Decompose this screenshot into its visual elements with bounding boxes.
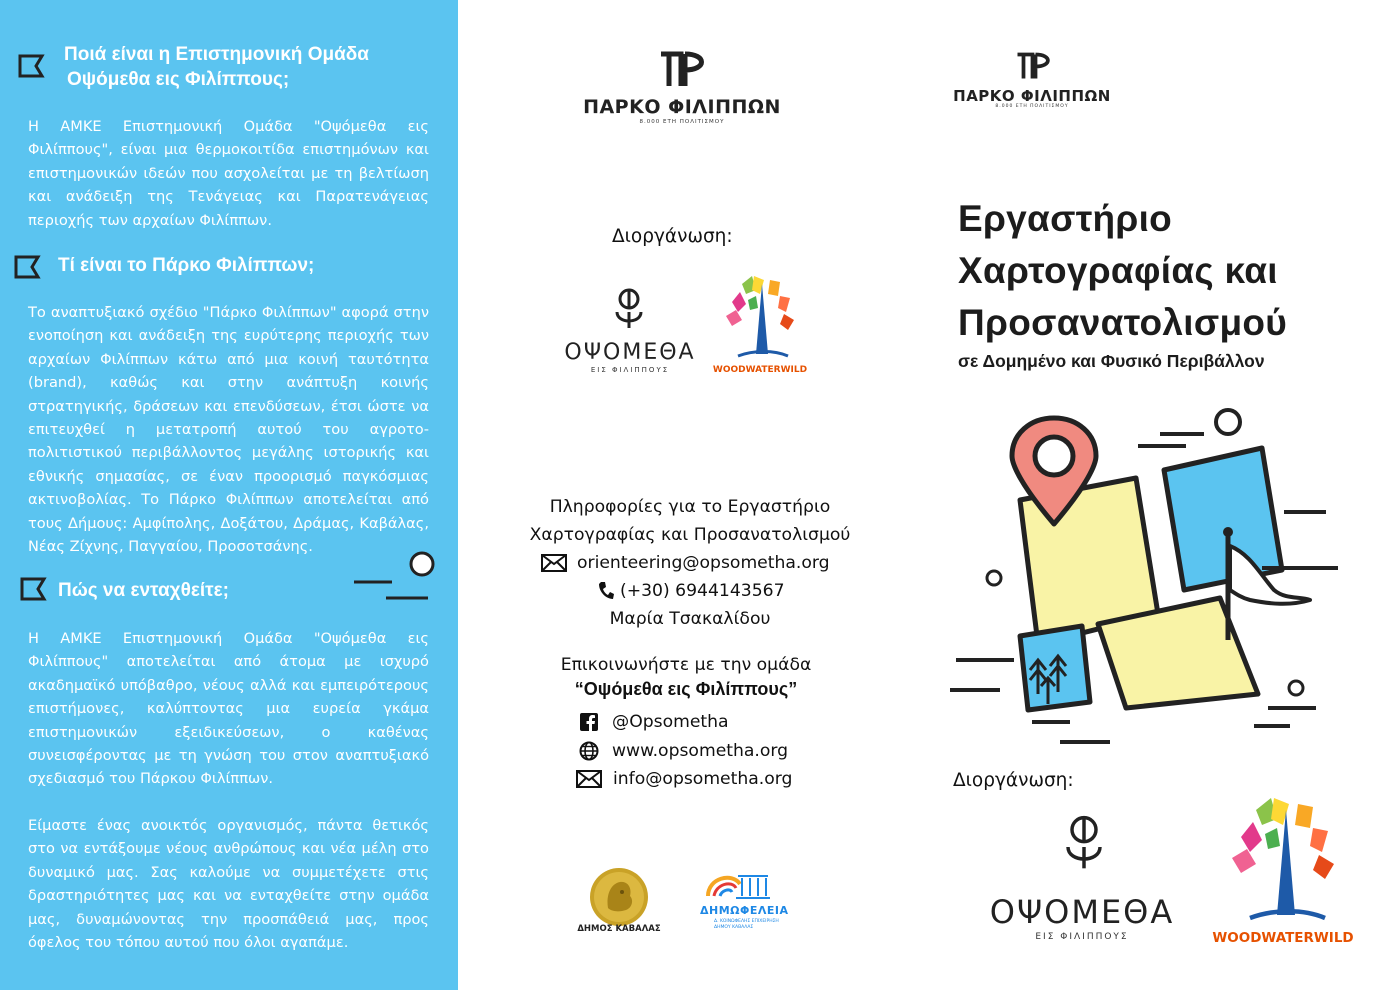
contact-team-name: “Οψόμεθα εις Φιλίππους” xyxy=(574,679,798,699)
info-email-row[interactable] xyxy=(541,549,830,577)
workshop-title xyxy=(958,193,1287,349)
flag-bullet-icon xyxy=(14,255,40,279)
park-logo-tagline: 8.000 ΕΤΗ ΠΟΛΙΤΙΣΜΟΥ xyxy=(639,119,725,125)
map-illustration-icon xyxy=(950,404,1342,754)
contact-email[interactable]: info@opsometha.org xyxy=(613,769,793,789)
facebook-icon xyxy=(580,713,598,731)
organizer-label: Διοργάνωση: xyxy=(612,226,733,247)
organizer-label: Διοργάνωση: xyxy=(953,770,1074,791)
paragraph-team: Η ΑΜΚΕ Επιστημονική Ομάδα "Οψόμεθα εις Φιλίππους", είναι μια θερμοκοιτίδα επιστημόνων και επιστημονικών ιδεών που ασχολείται με τη βελτίωση και ανάδειξη της Τενάγειας και Παρατενάγειας περιοχής των αρχαίων Φιλίππων. xyxy=(28,118,429,229)
flag-bullet-icon xyxy=(18,54,44,78)
opsometha-mark-icon xyxy=(614,288,644,330)
section-heading-join: Πώς να ενταχθείτε; xyxy=(58,580,229,601)
section-heading-park: Τί είναι το Πάρκο Φιλίππων; xyxy=(58,255,315,276)
info-line: Χαρτογραφίας και Προσανατολισμού xyxy=(529,525,851,545)
info-line: Πληροφορίες για το Εργαστήριο xyxy=(549,497,831,517)
woodwaterwild-logo-text: WOODWATERWILD xyxy=(1212,930,1354,946)
info-phone[interactable]: (+30) 6944143567 xyxy=(620,581,785,601)
park-logo-mark-icon xyxy=(1012,50,1056,80)
opsometha-logo-word: ΟΨΟΜΕΘΑ xyxy=(989,893,1175,931)
left-panel xyxy=(0,0,458,990)
contact-heading xyxy=(496,653,876,701)
section-heading-team xyxy=(64,42,369,92)
park-logo-name: ΠΑΡΚΟ ΦΙΛΙΠΠΩΝ xyxy=(953,87,1111,105)
kavala-label: ΔΗΜΟΣ ΚΑΒΑΛΑΣ xyxy=(577,924,661,934)
contact-email-row[interactable] xyxy=(576,765,792,793)
website-row[interactable] xyxy=(579,737,788,765)
park-logo-tagline: 8.000 ΕΤΗ ΠΟΛΙΤΙΣΜΟΥ xyxy=(995,104,1069,109)
contact-line: Επικοινωνήστε με την ομάδα xyxy=(560,655,812,675)
info-email[interactable]: orienteering@opsometha.org xyxy=(577,553,830,573)
heading-line: Ποιά είναι η Επιστημονική Ομάδα xyxy=(64,44,369,65)
paragraph-park: Το αναπτυξιακό σχέδιο "Πάρκο Φιλίππων" αφορά στην ενοποίηση και ανάδειξη της ευρύτερης περιοχής των αρχαίων Φιλίππων κάτω από μια κοινή ταυτότητα (brand), καθώς και στην ανάπτυξη κοινής στρατηγικής, δράσεων και επενδύσεων, έτσι ώστε να επιτευχθεί η μετατροπή αυτού του αγροτο-πολιτιστικού περιβάλλοντος μεγάλης ιστορικής και εθνικής σημασίας, σε έναν προορισμό παγκόσμιας ακτινοβολίας. Το Πάρκο Φιλίππων αποτελείται από τους Δήμους: Αμφίπολης, Δοξάτου, Δράμας, Καβάλας, Νέας Ζίχνης, Παγγαίου, Προσοτσάνης. xyxy=(28,304,429,556)
title-line: Προσανατολισμού xyxy=(958,302,1288,343)
globe-icon xyxy=(579,741,599,761)
facebook-row[interactable] xyxy=(580,708,729,736)
kavala-coin-icon xyxy=(588,866,650,928)
info-phone-row[interactable] xyxy=(598,577,785,605)
dimofeleia-label: ΔΗΜΩΦΕΛΕΙΑ xyxy=(700,904,789,917)
opsometha-logo-word: ΟΨΟΜΕΘΑ xyxy=(564,340,696,365)
dimofeleia-sub-line: ΔΗΜΟΥ ΚΑΒΑΛΑΣ xyxy=(714,925,754,930)
flag-bullet-icon xyxy=(20,577,46,601)
dimofeleia-logo-icon xyxy=(704,866,770,904)
woodwaterwild-logo-text: WOODWATERWILD xyxy=(712,365,808,375)
woodwaterwild-logo-icon xyxy=(1212,790,1354,950)
paragraph-join-2: Είμαστε ένας ανοικτός οργανισμός, πάντα θετικός στο να εντάξουμε νέους ανθρώπους και νέα μέλη στο δυναμικό μας. Σας καλούμε να συμμετέχετε στις δραστηριότητες μας και να ενταχθείτε στην ομάδα μας, δυναμώνοντας την προσπάθειά μας, προς όφελος του τόπου αυτού που όλοι αγαπάμε. xyxy=(28,817,429,952)
woodwaterwild-logo-icon xyxy=(712,272,808,376)
workshop-subtitle: σε Δομημένο και Φυσικό Περιβάλλον xyxy=(958,351,1265,371)
park-logo-name: ΠΑΡΚΟ ΦΙΛΙΠΠΩΝ xyxy=(583,96,781,118)
title-line: Χαρτογραφίας και xyxy=(958,250,1278,291)
opsometha-logo-sub: ΕΙΣ ΦΙΛΙΠΠΟΥΣ xyxy=(590,366,670,374)
opsometha-logo-sub: ΕΙΣ ΦΙΛΙΠΠΟΥΣ xyxy=(1035,932,1129,942)
dimofeleia-sub-line: Δ. ΚΟΙΝΩΦΕΛΗΣ ΕΠΙΧΕΙΡΗΣΗ xyxy=(714,919,779,924)
info-block xyxy=(500,493,880,549)
envelope-icon xyxy=(541,554,567,572)
park-logo-mark-icon xyxy=(655,48,711,88)
paragraph-join: Η ΑΜΚΕ Επιστημονική Ομάδα "Οψόμεθα εις Φιλίππους" αποτελείται από άτομα με ισχυρό ακαδημαϊκό υπόβαθρο, νέους αλλά και εμπειρότερους επιστήμονες, καλύπτοντας μια ευρεία γκάμα επιστημονικών εξειδικεύσεων, ο καθένας συνεισφέροντας με τη γνώση του στον αναπτυξιακό σχεδιασμό του Πάρκου Φιλίππων. xyxy=(28,630,429,788)
facebook-handle[interactable]: @Opsometha xyxy=(612,712,729,732)
heading-line: Οψόμεθα εις Φιλίππους; xyxy=(67,69,290,90)
phone-icon xyxy=(598,581,614,601)
decorative-dashes-icon xyxy=(350,548,440,604)
opsometha-mark-icon xyxy=(1064,814,1104,872)
dimofeleia-sub xyxy=(714,919,810,931)
info-person: Μαρία Τσακαλίδου xyxy=(609,609,771,629)
title-line: Εργαστήριο xyxy=(958,198,1173,239)
website-link[interactable]: www.opsometha.org xyxy=(612,741,789,761)
envelope-icon xyxy=(576,770,602,788)
